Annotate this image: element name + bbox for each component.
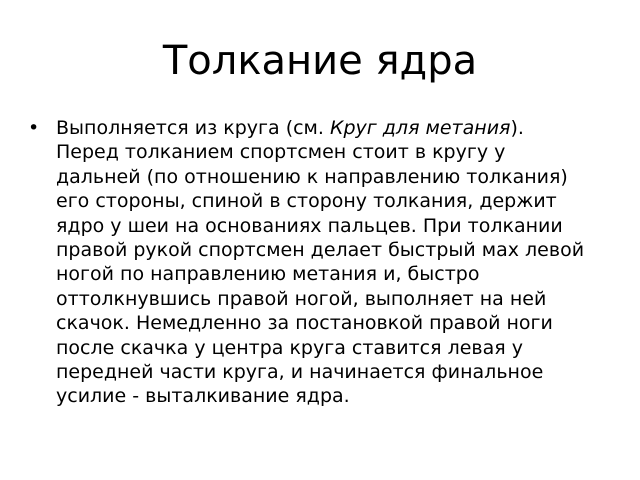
bullet-list [28, 116, 588, 409]
bullet-text-after: ). Перед толканием спортсмен стоит в кругу у дальней (по отношению к направлению толкания) его стороны, спиной в сторону толкания, держит ядро у шеи на основаниях пальцев. При толкании правой рукой спортсмен делает быстрый мах левой ногой по направлению метания и, быстро оттолкнувшись правой ногой, выполняет на ней скачок. Немедленно за постановкой правой ноги после скачка у центра круга ставится левая у передней части круга, и начинается финальное усилие - выталкивание ядра. [56, 117, 585, 408]
reference-link-text: Круг для метания [329, 117, 511, 139]
bullet-mark: • [28, 117, 40, 139]
bullet-text-before: Выполняется из круга (см. [56, 117, 330, 139]
bullet-item [28, 116, 588, 409]
slide-title: Толкание ядра [162, 38, 478, 84]
